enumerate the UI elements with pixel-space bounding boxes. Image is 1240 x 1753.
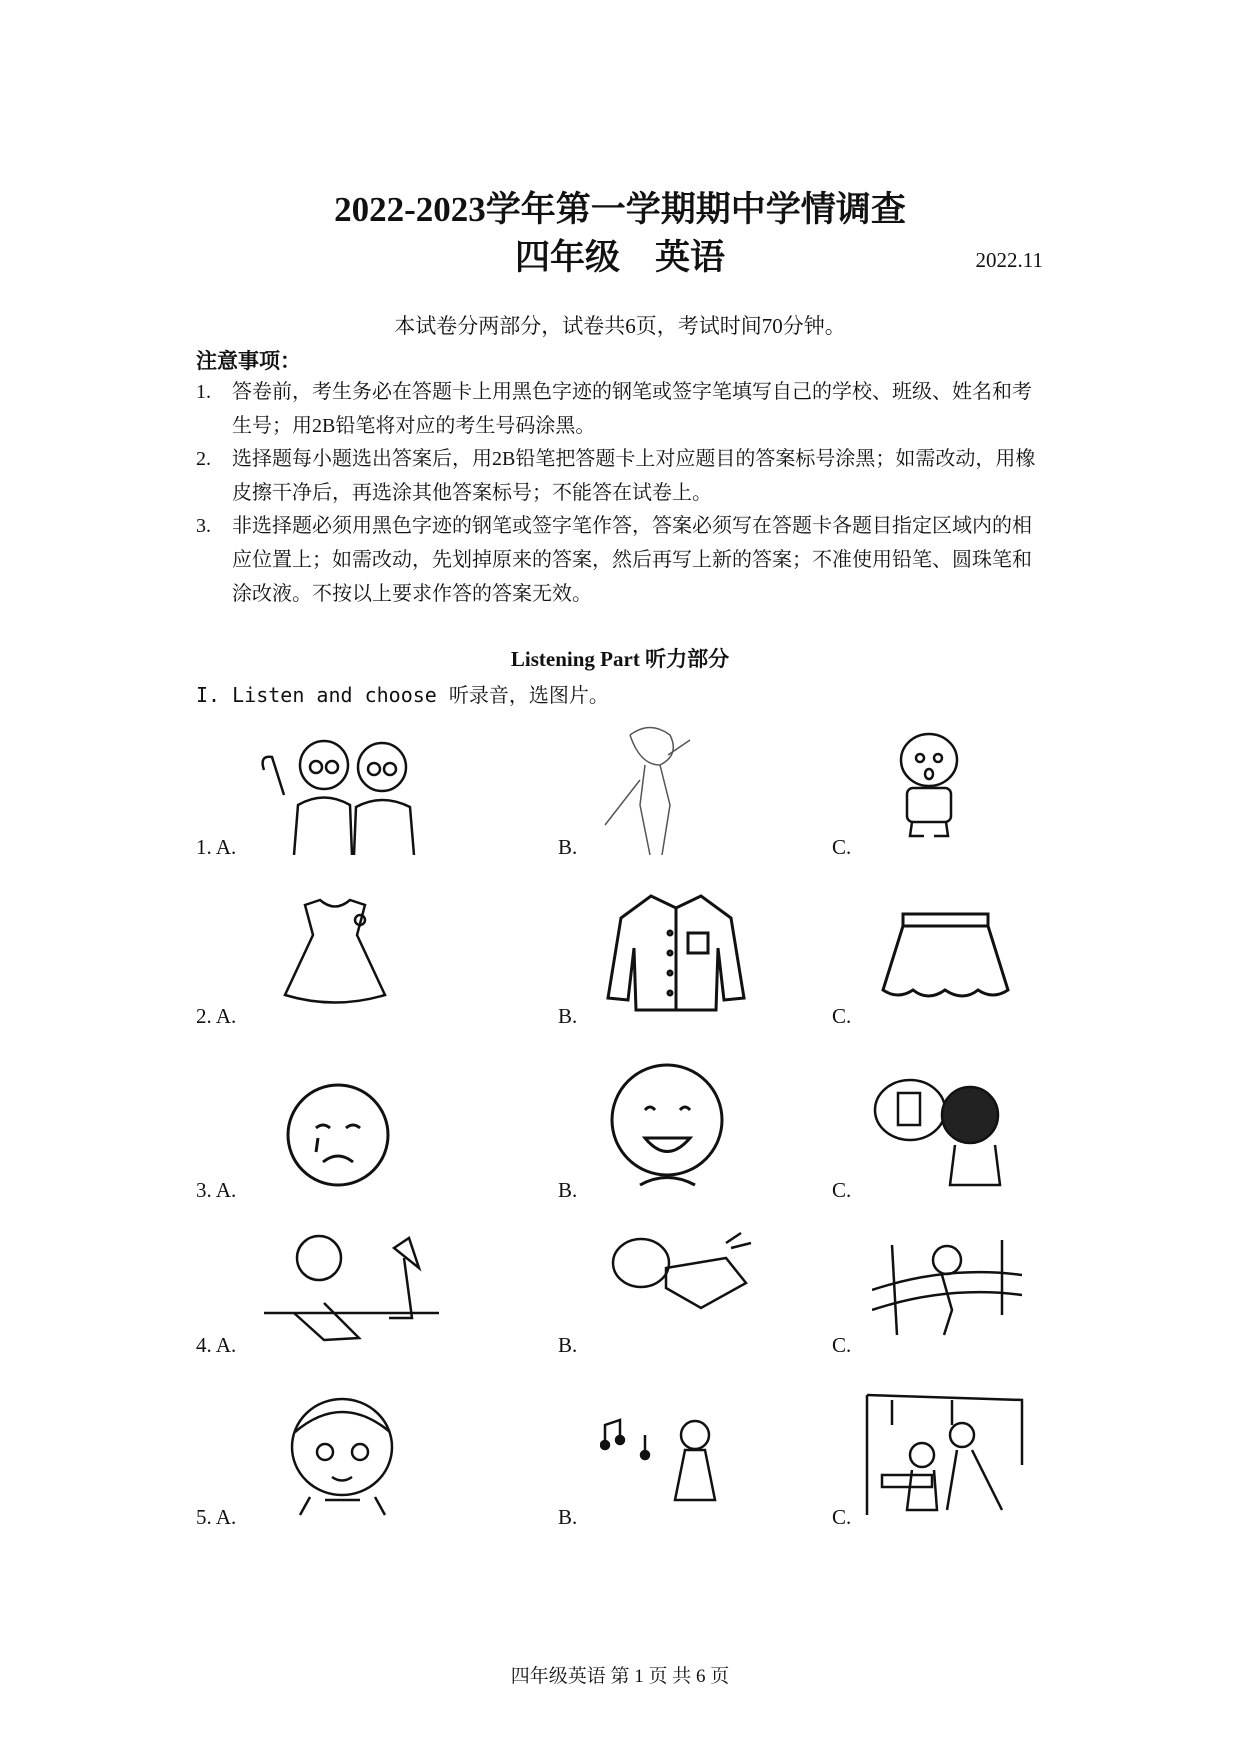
section-instruction: [196, 679, 609, 708]
girl-picture[interactable]: [600, 725, 710, 855]
notice-item-text: 答卷前，考生务必在答题卡上用黑色字迹的钢笔或签字笔填写自己的学校、班级、姓名和考生号；用2B铅笔将对应的考生号码涂黑。: [232, 381, 1032, 437]
page-footer: 四年级英语 第 1 页 共 6 页: [510, 1666, 730, 1687]
section-instruction-cn: 听录音，选图片。: [448, 683, 609, 707]
boy-climbing-picture[interactable]: [872, 1235, 1022, 1345]
happy-boy-picture[interactable]: [600, 1060, 735, 1195]
superhero-flying-picture[interactable]: [606, 1228, 756, 1323]
notice-item-text: 非选择题必须用黑色字迹的钢笔或签字笔作答，答案必须写在答题卡各题目指定区域内的相应位置上；如需改动，先划掉原来的答案，然后再写上新的答案；不准使用铅笔、圆珠笔和涂改液。不按以上要求作答的答案无效。: [232, 515, 1032, 605]
q4-option-a-label: 4. A.: [196, 1333, 237, 1357]
notice-item-number: 3.: [196, 515, 211, 537]
girl-singing-picture[interactable]: [600, 1405, 750, 1510]
exam-intro: 本试卷分两部分，试卷共6页，考试时间70分钟。: [394, 314, 846, 338]
q2-option-c-label: C.: [832, 1004, 852, 1028]
exam-subtitle: 四年级 英语: [514, 238, 725, 277]
shirt-picture[interactable]: [606, 888, 746, 1013]
q4-option-b-label: B.: [558, 1333, 578, 1357]
q5-option-a-label: 5. A.: [196, 1505, 237, 1529]
notice-item: [196, 375, 1046, 443]
q2-option-b-label: B.: [558, 1004, 578, 1028]
notice-heading: 注意事项：: [196, 349, 301, 373]
sad-face-picture[interactable]: [278, 1080, 398, 1190]
grandparents-picture[interactable]: [254, 735, 429, 855]
listening-part-heading: Listening Part 听力部分: [510, 647, 730, 671]
exam-title: 2022-2023学年第一学期期中学情调查: [334, 190, 906, 229]
notice-item-number: 2.: [196, 448, 211, 470]
q3-option-c-label: C.: [832, 1178, 852, 1202]
bus-seat-offering-picture[interactable]: [862, 1385, 1032, 1520]
exam-date: 2022.11: [975, 248, 1043, 272]
girl-writing-picture[interactable]: [264, 1228, 439, 1343]
q3-option-a-label: 3. A.: [196, 1178, 237, 1202]
notice-item: [196, 509, 1046, 611]
q2-option-a-label: 2. A.: [196, 1004, 237, 1028]
skirt-picture[interactable]: [878, 910, 1013, 1005]
smiling-girl-picture[interactable]: [270, 1392, 415, 1517]
q3-option-b-label: B.: [558, 1178, 578, 1202]
notice-item-text: 选择题每小题选出答案后，用2B铅笔把答题卡上对应题目的答案标号涂黑；如需改动，用橡皮擦干净后，再选涂其他答案标号；不能答在试卷上。: [232, 448, 1036, 504]
notice-item: [196, 442, 1046, 510]
boy-picture[interactable]: [882, 730, 977, 840]
q5-option-c-label: C.: [832, 1505, 852, 1529]
q5-option-b-label: B.: [558, 1505, 578, 1529]
dress-picture[interactable]: [275, 895, 395, 1010]
q1-option-a-label: 1. A.: [196, 835, 237, 859]
q1-option-c-label: C.: [832, 835, 852, 859]
section-instruction-en: I. Listen and choose: [196, 683, 449, 707]
thirsty-boy-picture[interactable]: [870, 1075, 1020, 1190]
notice-item-number: 1.: [196, 381, 211, 403]
q4-option-c-label: C.: [832, 1333, 852, 1357]
q1-option-b-label: B.: [558, 835, 578, 859]
